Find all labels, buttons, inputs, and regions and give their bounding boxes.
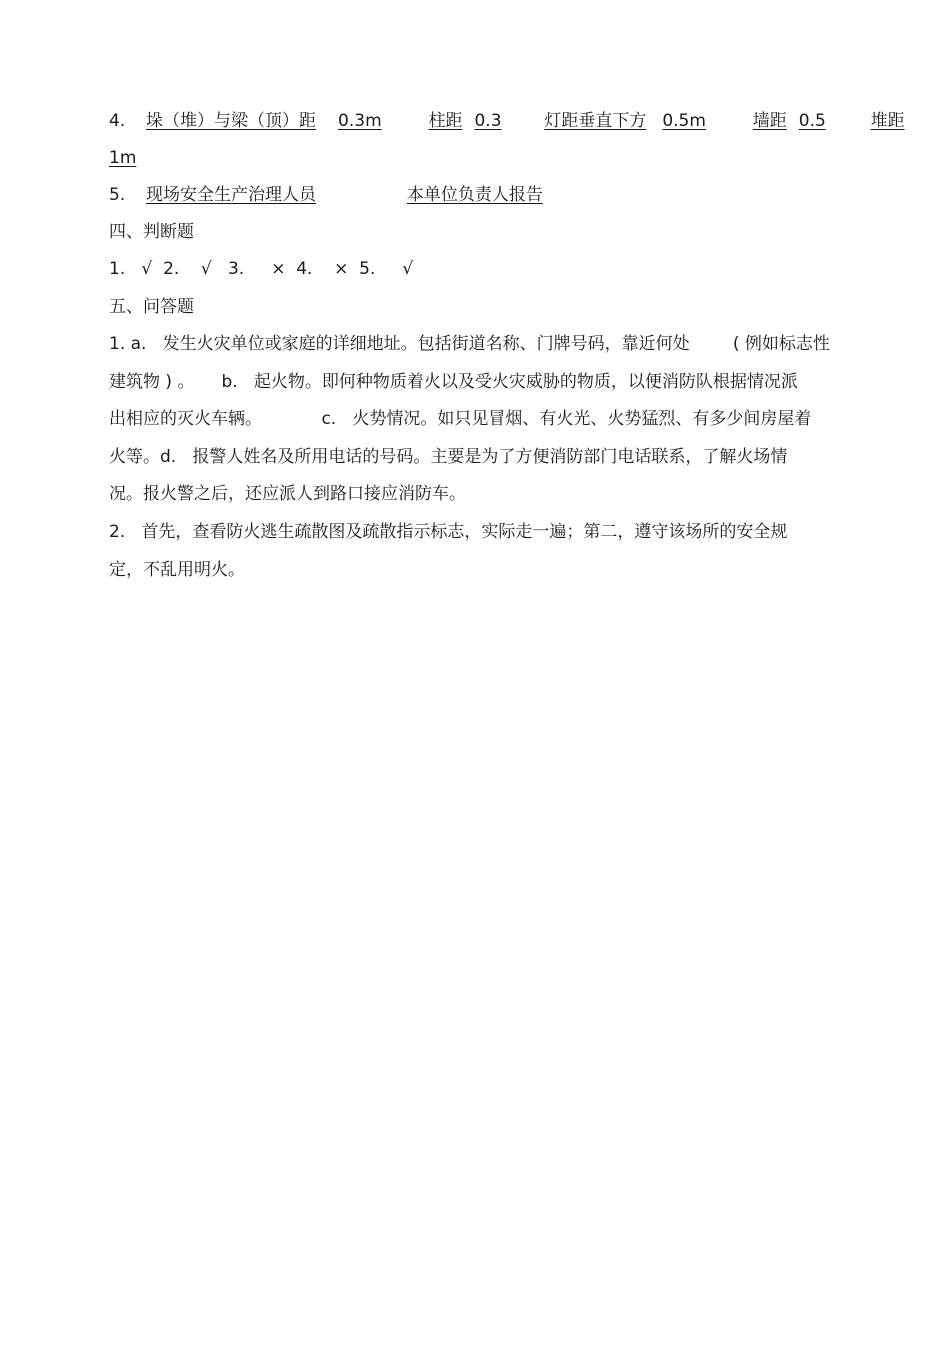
- fill-blank-item-4-continued: [109, 147, 136, 169]
- qa-1-line: 建筑物 ) 。 b. 起火物。即何种物质着火以及受火灾威胁的物质，以便消防队根据情况派: [109, 372, 798, 392]
- blank-text: 本单位负责人报告: [406, 185, 543, 205]
- blank-text: 现场安全生产治理人员: [146, 185, 317, 205]
- blank-pile-value: 1m: [109, 148, 137, 168]
- blank-answer-b: [407, 185, 551, 205]
- qa-1-line: 出相应的灭火车辆。 c. 火势情况。如只见冒烟、有火光、火势猛烈、有多少间房屋着: [109, 409, 812, 429]
- blank-value: 0.3: [474, 111, 502, 131]
- qa-1-line: 况。报火警之后，还应派人到路口接应消防车。: [109, 484, 466, 504]
- blank-value: 0.5: [798, 111, 826, 131]
- section-heading-true-false: 四、判断题: [109, 222, 194, 242]
- qa-2-line: 2. 首先，查看防火逃生疏散图及疏散指示标志，实际走一遍；第二，遵守该场所的安全规: [109, 522, 788, 542]
- blank-label: 灯距垂直下方: [544, 111, 647, 131]
- item-number: 4.: [109, 111, 126, 131]
- blank-wall: [753, 111, 840, 131]
- blank-stack-to-beam: [146, 111, 382, 131]
- qa-1-line: 1. a. 发生火灾单位或家庭的详细地址。包括街道名称、门牌号码，靠近何处 ( 例如标志性: [109, 334, 830, 354]
- blank-value: 0.3m: [338, 111, 382, 131]
- fill-blank-item-5: [109, 184, 551, 206]
- blank-lamp: [544, 111, 712, 131]
- blank-answer-a: [146, 185, 338, 205]
- blank-value: 0.5m: [662, 111, 706, 131]
- blank-pile-label: 堆距: [870, 111, 905, 131]
- section-heading-qa: 五、问答题: [109, 297, 194, 317]
- qa-1-line: 火等。d. 报警人姓名及所用电话的号码。主要是为了方便消防部门电话联系，了解火场情: [109, 447, 788, 467]
- fill-blank-item-4: [109, 110, 905, 132]
- blank-column: [428, 111, 505, 131]
- blank-label: 墙距: [752, 111, 787, 131]
- item-number: 5.: [109, 185, 126, 205]
- true-false-answers: 1. √ 2. √ 3. × 4. × 5. √: [109, 259, 414, 279]
- qa-2-line: 定，不乱用明火。: [109, 560, 245, 580]
- blank-label: 柱距: [428, 111, 463, 131]
- blank-label: 垛（堆）与梁（顶）距: [146, 111, 317, 131]
